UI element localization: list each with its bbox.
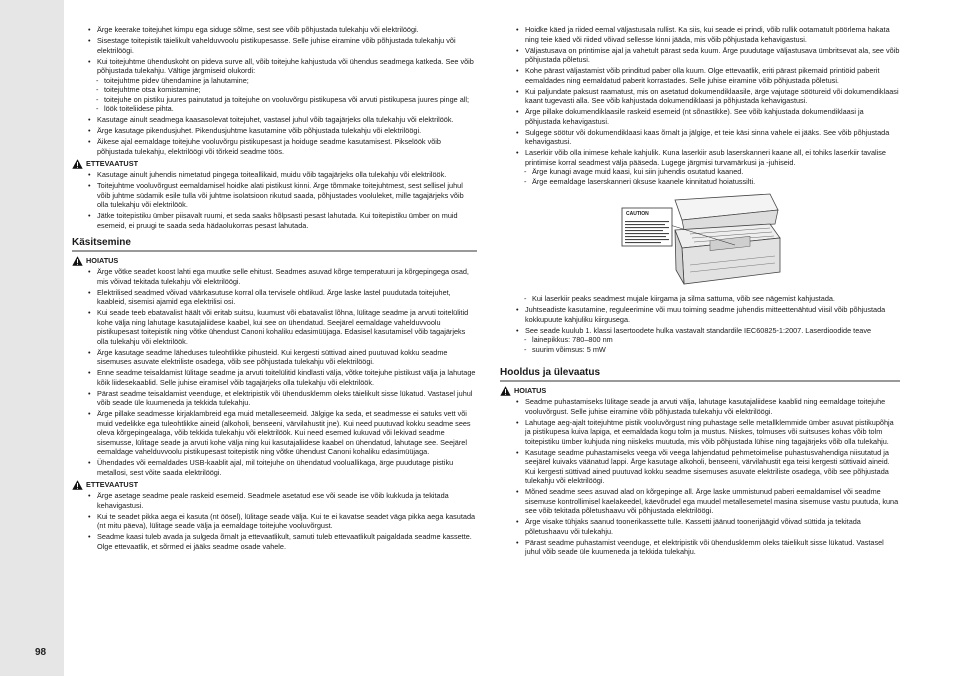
list-item: • Sulgege söötur või dokumendiklaasi kaas õrnalt ja jälgige, et teie käsi sinna vahele ei jääks. See võib põhjustada kehavigastusi. — [500, 128, 900, 147]
list-item: • Ühendades või eemaldades USB-kaablit ajal, mil toitejuhe on ühendatud vooluallikaga, ärge puudutage pistiku metallosi, sest võite saada elektrilöögi. — [72, 458, 477, 477]
list-item: • Kasutage ainult juhendis nimetatud pingega toiteallikaid, muidu võib tagajärjeks olla tulekahju või elektrilöök. — [72, 170, 477, 180]
list-item: • Ärge võtke seadet koost lahti ega muutke selle ehitust. Seadmes asuvad kõrge temperatuuri ja kõrgepingega osad, mis võivad tekitada tulekahju või elektrilöögi. — [72, 267, 477, 286]
warning-triangle-icon — [72, 480, 83, 490]
caution-label-text: ETTEVAATUST — [86, 480, 139, 490]
caution-label — [72, 159, 477, 169]
list-item: • Laserkiir võib olla inimese kehale kahjulik. Kuna laserkiir asub laserskanneri kaane all, ei tohiks laserkiir tavalise printimise korral seadmest välja pääseda. Lugege järgmisi turvamärkusi ja -juhiseid. — [500, 148, 900, 167]
list-item: • Ärge keerake toitejuhet kimpu ega siduge sõlme, sest see võib põhjustada tulekahju või elektrilöögi. — [72, 25, 477, 35]
list-item: • See seade kuulub 1. klassi lasertoodete hulka vastavalt standardile IEC60825-1:2007. Laserdioodide teave — [500, 326, 900, 336]
sub-list-item: - toitejuhtme pidev ühendamine ja lahutamine; — [72, 76, 477, 86]
list-item: • Sisestage toitepistik täielikult vahelduvvoolu pistikupesasse. Selle juhise eiramine võib põhjustada tulekahju või elektrilöögi. — [72, 36, 477, 55]
figure-label-title: CAUTION — [626, 211, 649, 217]
list-item: • Pärast seadme puhastamist veenduge, et elektripistik või ühendusklemm oleks täielikult sisse lükatud. Vastasel juhul võib seade üle kuumeneda ja tekkida tulekahju. — [500, 538, 900, 557]
sub-list-item: - suurim võimsus: 5 mW — [500, 345, 900, 355]
list-item: • Mõned seadme sees asuvad alad on kõrgepinge all. Ärge laske ummistunud paberi eemaldamisel või seadme sisemuse kontrollimisel kaelakeedel, käevõrudel ega muudel metallesemetel masina sisemuse vastu puutuda, kuna see võib tekitada põletushaavu või põhjustada elektrilöögi. — [500, 487, 900, 516]
list-item: • Seadme kaasi tuleb avada ja sulgeda õrnalt ja ettevaatlikult, samuti tuleb ettevaatlikult paigaldada seadme kassette. Olge ettevaatlik, et sõrmed ei jääks seadme osade vahele. — [72, 532, 477, 551]
warning-triangle-icon — [72, 256, 83, 266]
caution-label-text: ETTEVAATUST — [86, 159, 139, 169]
sub-list-item: - lainepikkus: 780–800 nm — [500, 335, 900, 345]
list-item: • Väljastusava on printimise ajal ja vahetult pärast seda kuum. Ärge puudutage väljastusava ümbritsevat ala, see võib põhjustada põletusi. — [500, 46, 900, 65]
list-item: • Ärge kasutage pikendusjuhet. Pikendusjuhtme kasutamine võib põhjustada tulekahju või elektrilöögi. — [72, 126, 477, 136]
sub-list-item: - Ärge kunagi avage muid kaasi, kui siin juhendis osutatud kaaned. — [500, 167, 900, 177]
caution-list — [72, 491, 477, 551]
caution-label — [72, 480, 477, 490]
list-item: • Kui seade teeb ebatavalist häält või eritab suitsu, kuumust või ebatavalist lõhna, lülitage seadme ja arvuti toitelülitid kohe välja ning lahutage kasutajaliidese kaabel, kui see on ühendatud. Seejärel eemaldage vahelduvvoolu pistikupesast toitepistik ning võtke ühendust Canoni kohaliku edasimüüjaga. Edasisel kasutamisel võib tagajärjeks olla tulekahju või elektrilöök. — [72, 308, 477, 346]
list-item: • Kui te seadet pikka aega ei kasuta (nt öösel), lülitage seade välja. Kui te ei kavatse seadet väga pikka aega kasutada (nt mitu päeva), lülitage seade välja ja eemaldage toitejuhe vooluvõrgust. — [72, 512, 477, 531]
laser-warning-label-figure — [620, 190, 785, 290]
warning-label-text: HOIATUS — [86, 256, 119, 266]
list-item: • Kasutage ainult seadmega kaasasolevat toitejuhet, vastasel juhul võib tagajärjeks olla tulekahju või elektrilöök. — [72, 115, 477, 125]
sub-list-item: - löök toiteliidese pihta. — [72, 104, 477, 114]
warning-list — [500, 397, 900, 557]
right-intro-list — [500, 25, 900, 186]
list-item: • Ärge visake tühjaks saanud toonerikassette tulle. Kassetti jäänud toonerijäägid võivad süttida ja tekitada põletushaavu või tulekahju. — [500, 517, 900, 536]
warning-triangle-icon — [72, 159, 83, 169]
list-item: • Kui toitejuhtme ühenduskoht on pideva surve all, võib toitejuhe kahjustuda või ühendus seadmega katkeda. See võib põhjustada tulekahju. Vältige järgmiseid olukordi: — [72, 57, 477, 76]
warning-list — [72, 267, 477, 477]
list-item: • Enne seadme teisaldamist lülitage seadme ja arvuti toitelülitid kindlasti välja, võtke toitejuhe pistikust välja ja lahutage kõik liidesekaablid. Selle juhise eiramisel võib tagajärjeks olla tulekahju või elektrilöök. — [72, 368, 477, 387]
list-item: • Toitejuhtme vooluvõrgust eemaldamisel hoidke alati pistikust kinni. Ärge tõmmake toitejuhtmest, sest sellisel juhul võib juhtme südamik esile tulla või juhtme isolatsioon rikutud saada, põhjustades vooluleket, mille tagajärjeks võib olla tulekahju või elektrilöök. — [72, 181, 477, 210]
list-item: • Jätke toitepistiku ümber piisavalt ruumi, et seda saaks hõlpsasti pesast lahutada. Kui toitepistiku ümber on muid esemeid, ei pruugi te saada seda hädaolukorras pesast lahutada. — [72, 211, 477, 230]
printer-illustration — [620, 190, 785, 290]
list-item: • Lahutage aeg-ajalt toitejuhtme pistik vooluvõrgust ning puhastage selle metallklemmide ümber asuvat pistikupõhja ja pistikupesa kuiva lapiga, et eemaldada kogu tolm ja mustus. Niiskes, tolmuses või suitsuses kohas võib tolm toitepistiku ümber kuhjuda ning niiskeks muutuda, mis võib põhjustada lühise ning tagajärjeks võib olla tulekahju. — [500, 418, 900, 447]
left-intro-list — [72, 25, 477, 156]
right-column — [500, 25, 900, 557]
sub-list-item: - Ärge eemaldage laserskanneri üksuse kaanele kinnitatud hoiatussilti. — [500, 177, 900, 187]
list-item: • Kohe pärast väljastamist võib prinditud paber olla kuum. Olge ettevaatlik, eriti pärast pikemaid printiöid paberit eemaldades ning eemaldatud paberit korrastades. Selle juhise eiramine võib põhjustada põletusi. — [500, 66, 900, 85]
caution-list — [72, 170, 477, 230]
left-column — [72, 25, 477, 551]
section-heading-maintenance: Hooldus ja ülevaatus — [500, 366, 900, 382]
list-item: • Kasutage seadme puhastamiseks veega või veega lahjendatud pehmetoimelise puhastusvahendiga niisutatud ja seejärel kuivaks väänatud lappi. Ärge kasutage alkoholi, benseeni, värvilahustit ega teisi kergesti süttivaid aineid. Kui kergesti süttivad ained puutuvad kokku seadme sisemuses asuvate elektriliste osadega, võib see põhjustada tulekahju või elektrilöögi. — [500, 448, 900, 486]
page-number: 98 — [35, 647, 47, 658]
sub-list-item: - toitejuhe on pistiku juures painutatud ja toitejuhe on vooluvõrgu pistikupesa või arvuti pistikupesa juures pinge all; — [72, 95, 477, 105]
warning-triangle-icon — [500, 386, 511, 396]
right-after-figure-list — [500, 294, 900, 354]
list-item: • Ärge kasutage seadme läheduses tuleohtlikke pihusteid. Kui kergesti süttivad ained puutuvad kokku seadme sisemuses asuvate elektriliste osadega, võib see põhjustada tulekahju või elektrilöögi. — [72, 348, 477, 367]
list-item: • Ärge pillake seadmesse kirjaklambreid ega muid metalleseemeid. Jälgige ka seda, et seadmesse ei satuks vett või muid vedelikke ega tuleohtlikke aineid (alkoholi, benseeni, värvilahustit jne). Kui need puutuvad kokku seadme sees oleva kõrgepingealaga, võib tekkida tulekahju või elektrilöök. Kui need esemed kukuvad või lekivad seadme sisemusse, lülitage seade ja arvuti kohe välja ning kui kasutajaliidese kaabel on ühendatud, lahutage see. Seejärel eemaldage vahelduvvoolu pistikupesast toitepistik ning võtke ühendust Canoni kohaliku edasimüüjaga. — [72, 409, 477, 457]
page-margin-strip — [0, 0, 64, 676]
list-item: • Juhtseadiste kasutamine, reguleerimine või muu toiming seadme juhendis mitteettenähtud viisil võib põhjustada kokkupuute kahjuliku kiirgusega. — [500, 305, 900, 324]
list-item: • Pärast seadme teisaldamist veenduge, et elektripistik või ühendusklemm oleks täielikult sisse lükatud. Vastasel juhul võib seade üle kuumeneda ja tekkida tulekahju. — [72, 389, 477, 408]
warning-label — [500, 386, 900, 396]
list-item: • Elektrilised seadmed võivad väärkasutuse korral olla tervisele ohtlikud. Ärge laske lastel puudutada toitejuhet, kaableid, sisemisi ajamid ega elektrilisi osi. — [72, 288, 477, 307]
sub-list-item: - toitejuhtme otsa komistamine; — [72, 85, 477, 95]
warning-label — [72, 256, 477, 266]
list-item: • Ärge asetage seadme peale raskeid esemeid. Seadmele asetatud ese või seade ise võib kukkuda ja tekitada kehavigastusi. — [72, 491, 477, 510]
list-item: • Äikese ajal eemaldage toitejuhe vooluvõrgu pistikupesast ja hoiduge seadme kasutamisest. Pikselöök võib põhjustada tulekahju, elektrilöögi või tõrkeid seadme töös. — [72, 137, 477, 156]
list-item: • Kui paljundate paksust raamatust, mis on asetatud dokumendiklaasile, ärge vajutage söötureid või dokumendiklaasi kaant tugevasti alla. See võib kahjustada dokumendiklaasi ja põhjustada kehavigastusi. — [500, 87, 900, 106]
list-item: • Ärge pillake dokumendiklaasile raskeid esemeid (nt sõnastikke). See võib kahjustada dokumendiklaasi ja põhjustada kehavigastusi. — [500, 107, 900, 126]
warning-label-text: HOIATUS — [514, 386, 547, 396]
section-heading-handling: Käsitsemine — [72, 236, 477, 252]
list-item: • Hoidke käed ja riided eemal väljastusala rullist. Ka siis, kui seade ei prindi, võib rullik ootamatult pöörlema hakata ning teie käed või riided võivad sellesse kinni jääda, mis võib põhjustada kehavigastusi. — [500, 25, 900, 44]
list-item: • Seadme puhastamiseks lülitage seade ja arvuti välja, lahutage kasutajaliidese kaablid ning eemaldage toitejuhe vooluvõrgust. Selle juhise eiramine võib põhjustada tulekahju või elektrilöögi. — [500, 397, 900, 416]
sub-list-item: - Kui laserkiir peaks seadmest mujale kiirgama ja silma sattuma, võib see nägemist kahjustada. — [500, 294, 900, 304]
